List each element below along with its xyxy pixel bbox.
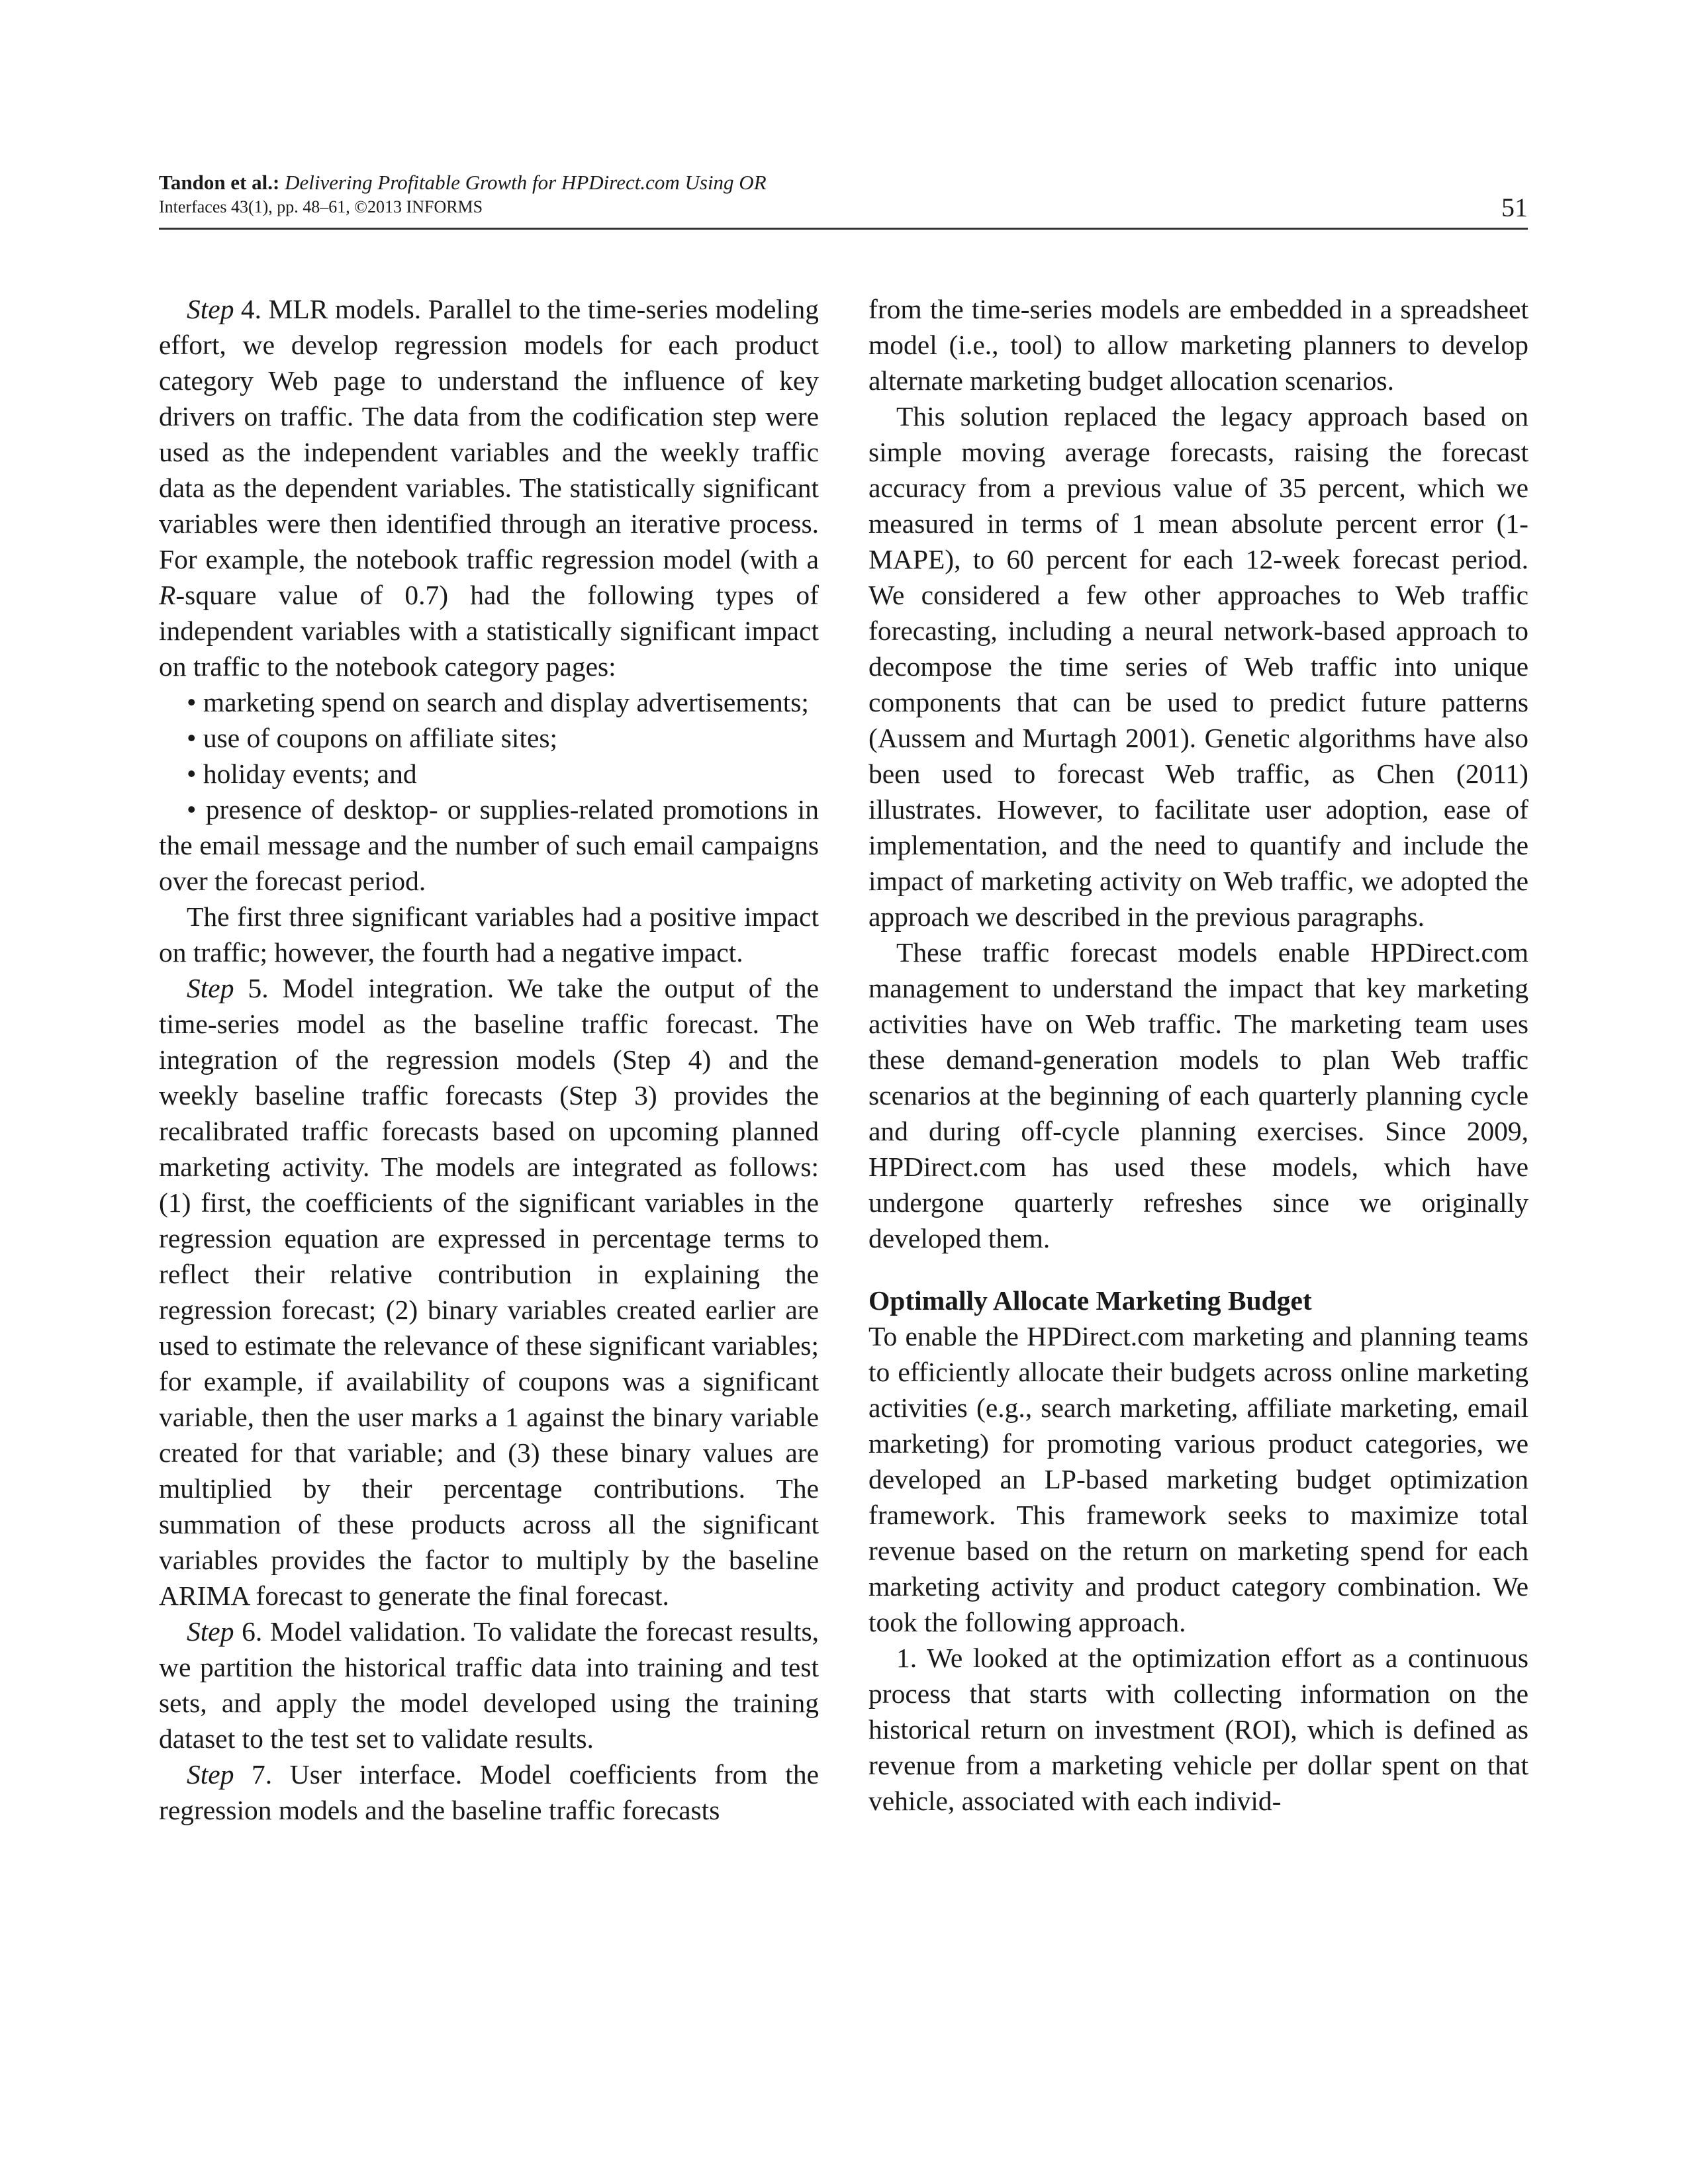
bullet-item-1: • marketing spend on search and display advertisements;: [187, 687, 809, 717]
step4-paragraph: [159, 291, 819, 684]
step6-text: 6. Model validation. To validate the forecast results, we partition the historical traffic data into training and test sets, and apply the model developed using the training dataset to the test set to validate results.: [159, 1616, 819, 1754]
step4-label: Step: [187, 294, 234, 324]
section-intro-paragraph: To enable the HPDirect.com marketing and planning teams to efficiently allocate their budgets across online marketing activities (e.g., search marketing, affiliate marketing, email marketing) for promoting various product categories, we developed an LP-based marketing budget optimization framework. This framework seeks to maximize total revenue based on the return on marketing spend for each marketing activity and product category combination. We took the following approach.: [868, 1321, 1528, 1637]
step6-paragraph: [159, 1614, 819, 1756]
step7-paragraph: [159, 1756, 819, 1828]
step7-label: Step: [187, 1759, 234, 1790]
r-square-symbol: R: [159, 580, 176, 610]
variables-impact-paragraph: The first three significant variables had a positive impact on traffic; however, the fourth had a negative impact.: [159, 901, 819, 968]
page-number: 51: [1501, 193, 1528, 222]
step4-text-continued: -square value of 0.7) had the following types of independent variables with a statistically significant impact on traffic to the notebook category pages:: [159, 580, 819, 682]
legacy-approach-paragraph: This solution replaced the legacy approach based on simple moving average forecasts, raising the forecast accuracy from a previous value of 35 percent, which we measured in terms of 1 mean absolute percent error (1-MAPE), to 60 percent for each 12-week forecast period. We considered a few other approaches to Web traffic forecasting, including a neural network-based approach to decompose the time series of Web traffic into unique components that can be used to predict future patterns (Aussem and Murtagh 2001). Genetic algorithms have also been used to forecast Web traffic, as Chen (2011) illustrates. However, to facilitate user adoption, ease of implementation, and the need to quantify and include the impact of marketing activity on Web traffic, we adopted the approach we described in the previous paragraphs.: [868, 401, 1528, 932]
bullet-item-3: • holiday events; and: [187, 758, 417, 789]
step7-text: 7. User interface. Model coefficients from the regression models and the baseline traffic forecasts: [159, 1759, 819, 1825]
numbered-item-1: 1. We looked at the optimization effort as a continuous process that starts with collecting information on the historical return on investment (ROI), which is defined as revenue from a marketing vehicle per dollar spent on that vehicle, associated with each individ-: [868, 1643, 1528, 1816]
section-heading: Optimally Allocate Marketing Budget: [868, 1285, 1312, 1316]
bullet-item-2: • use of coupons on affiliate sites;: [187, 723, 558, 753]
running-header: [159, 169, 1528, 230]
header-authors: Tandon et al.:: [159, 171, 280, 194]
forecast-models-paragraph: These traffic forecast models enable HPDirect.com management to understand the impact that key marketing activities have on Web traffic. The marketing team uses these demand-generation models to plan Web traffic scenarios at the beginning of each quarterly planning cycle and during off-cycle planning exercises. Since 2009, HPDirect.com has used these models, which have undergone quarterly refreshes since we originally developed them.: [868, 937, 1528, 1253]
step5-paragraph: [159, 970, 819, 1614]
right-column: [868, 291, 1528, 1819]
left-column: [159, 291, 819, 1828]
step6-label: Step: [187, 1616, 234, 1647]
bullet-item-4: • presence of desktop- or supplies-related promotions in the email message and the number of such email campaigns over the forecast period.: [159, 794, 819, 896]
header-title-line: [159, 169, 767, 196]
step4-text: 4. MLR models. Parallel to the time-series modeling effort, we develop regression models for each product category Web page to understand the influence of key drivers on traffic. The data from the codification step were used as the independent variables and the weekly traffic data as the dependent variables. The statistically significant variables were then identified through an iterative process. For example, the notebook traffic regression model (with a: [159, 294, 819, 574]
header-article-title: Delivering Profitable Growth for HPDirect.com Using OR: [285, 171, 767, 194]
step5-text: 5. Model integration. We take the output of the time-series model as the baseline traffic forecast. The integration of the regression models (Step 4) and the weekly baseline traffic forecasts (Step 3) provides the recalibrated traffic forecasts based on upcoming planned marketing activity. The models are integrated as follows: (1) first, the coefficients of the significant variables in the regression equation are expressed in percentage terms to reflect their relative contribution in explaining the regression forecast; (2) binary variables created earlier are used to estimate the relevance of these significant variables; for example, if availability of coupons was a significant variable, then the user marks a 1 against the binary variable created for that variable; and (3) these binary values are multiplied by their percentage contributions. The summation of these products across all the significant variables provides the factor to multiply by the baseline ARIMA forecast to generate the final forecast.: [159, 973, 819, 1611]
continued-paragraph: from the time-series models are embedded in a spreadsheet model (i.e., tool) to allow marketing planners to develop alternate marketing budget allocation scenarios.: [868, 294, 1528, 396]
header-citation: Interfaces 43(1), pp. 48–61, ©2013 INFORMS: [159, 197, 483, 216]
step5-label: Step: [187, 973, 234, 1003]
